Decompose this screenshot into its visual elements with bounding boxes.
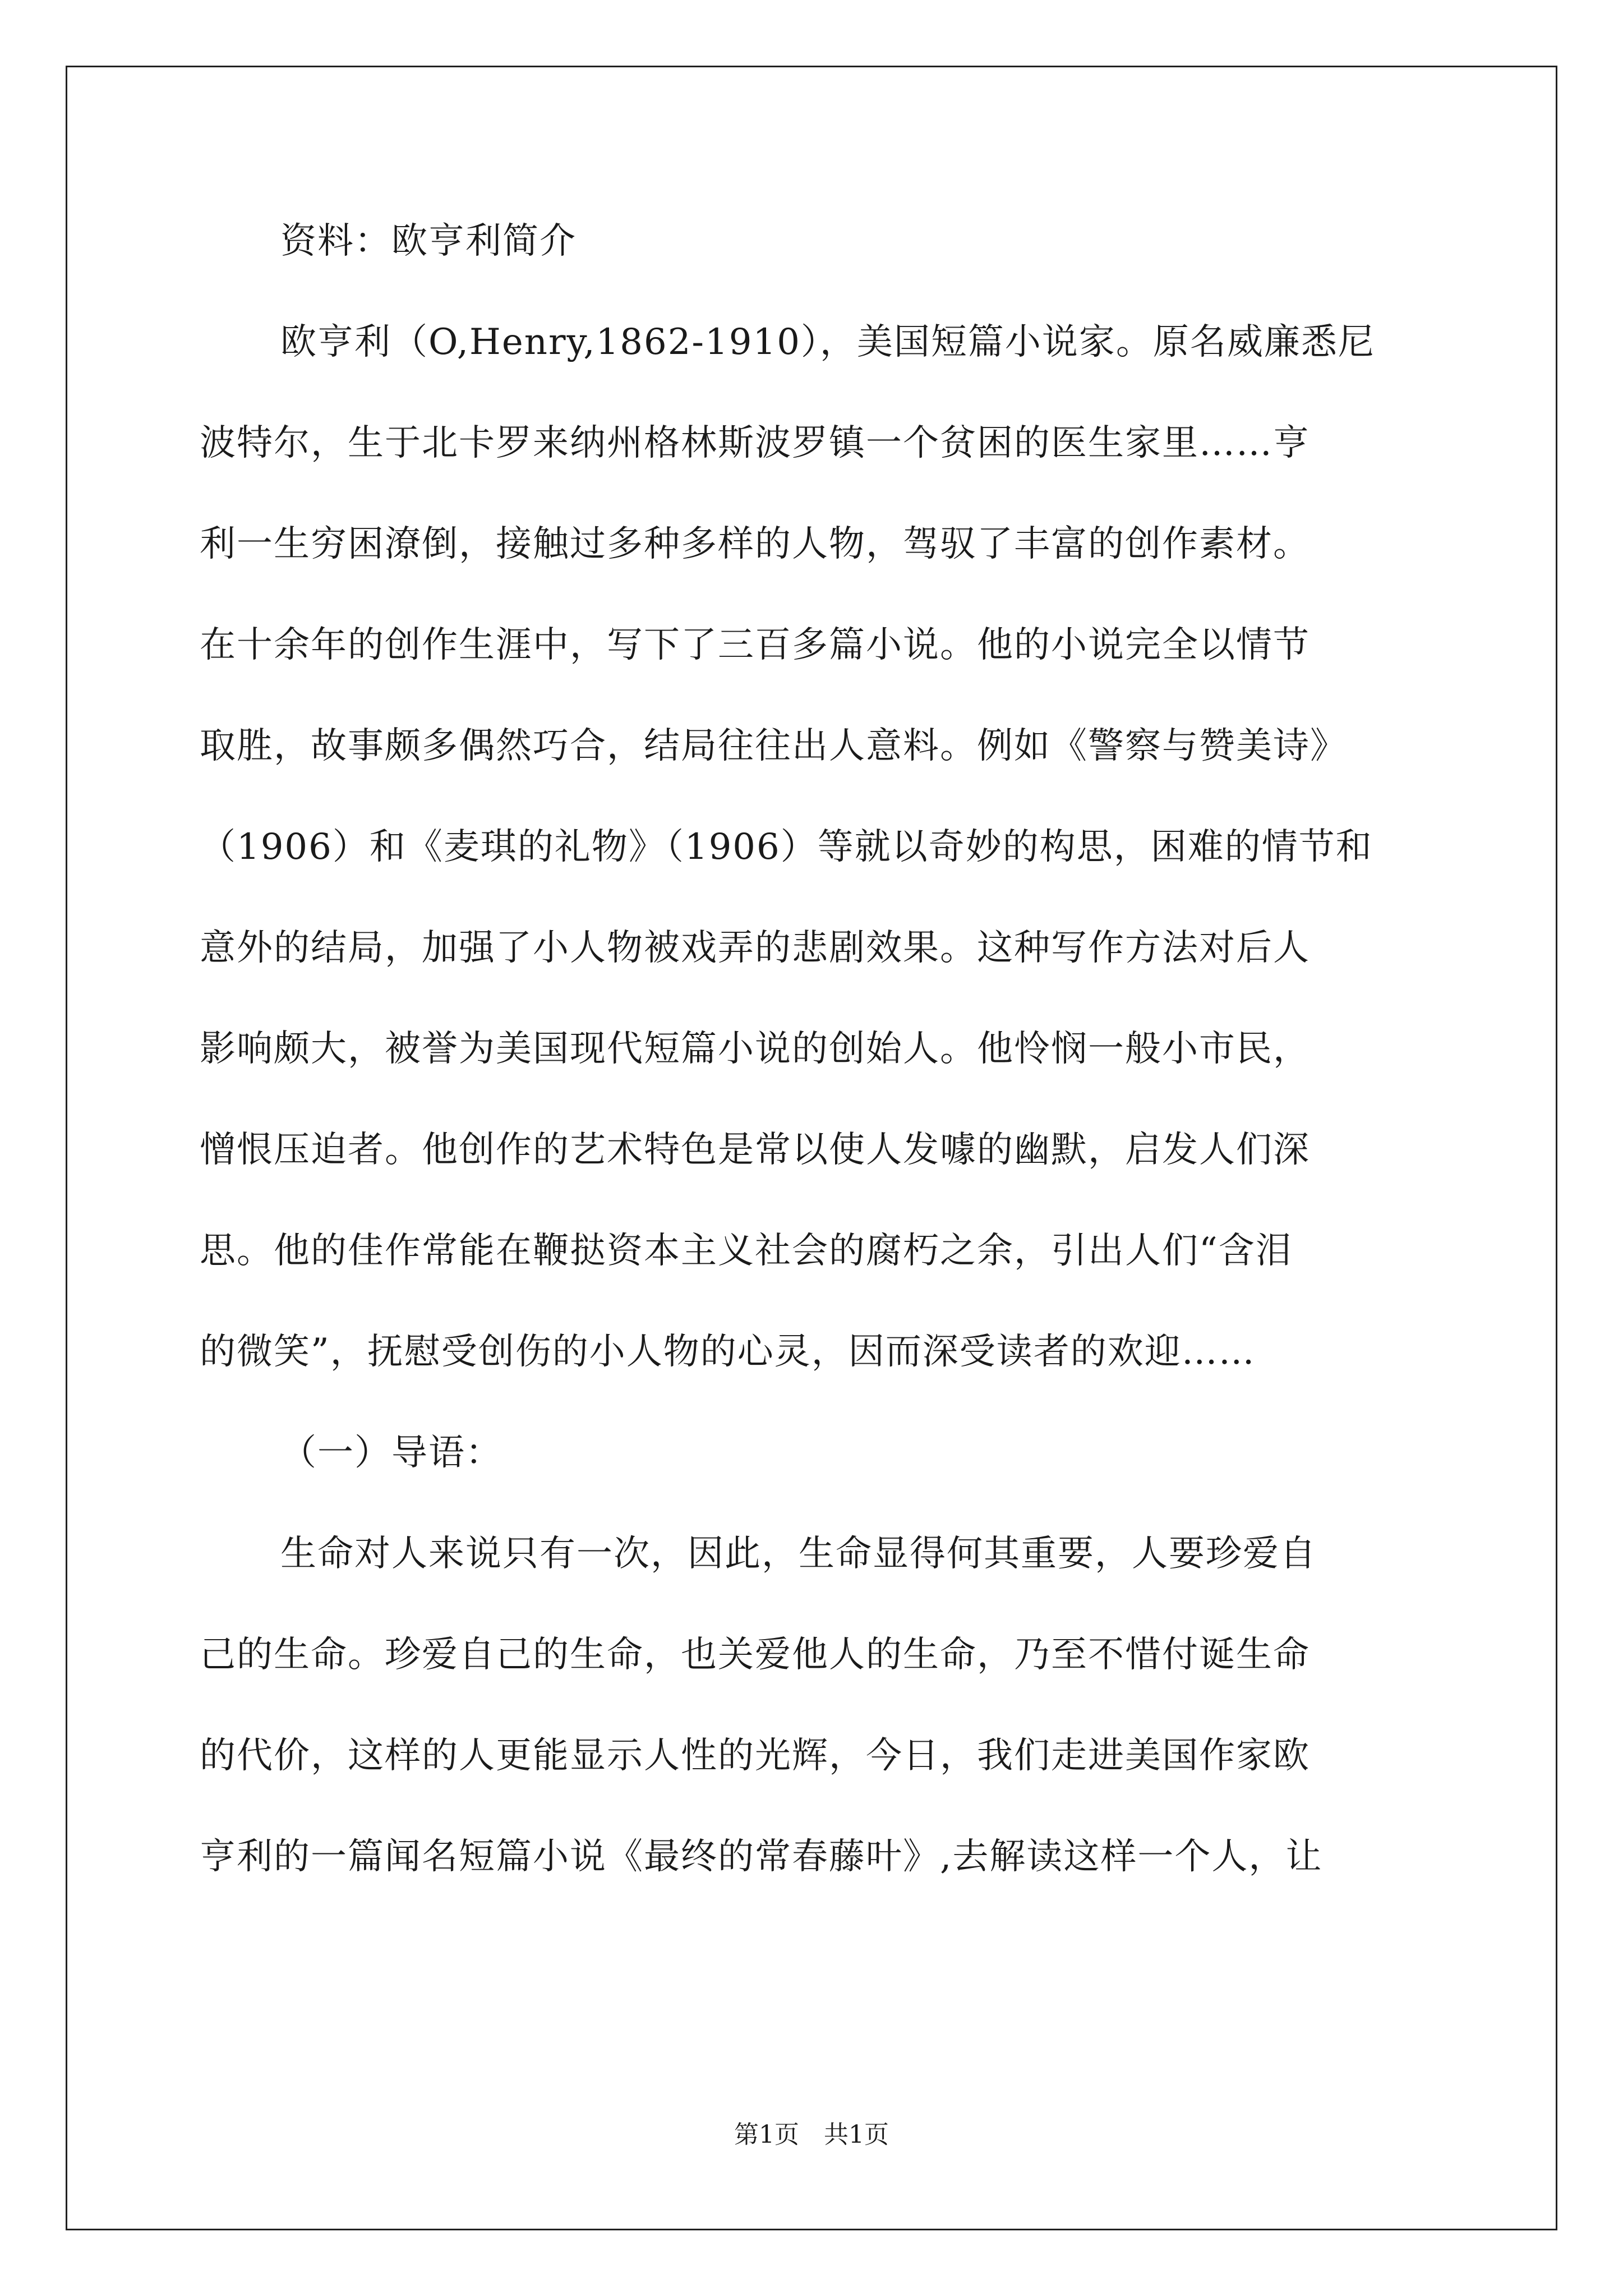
paragraph-line: 的微笑”，抚慰受创伤的小人物的心灵，因而深受读者的欢迎…… <box>200 1331 1256 1373</box>
document-heading: 资料：欧亨利简介 <box>280 220 577 262</box>
paragraph-line: 欧亨利（O,Henry,1862-1910），美国短篇小说家。原名威廉悉尼 <box>280 321 1375 363</box>
paragraph-line: 己的生命。珍爱自己的生命，也关爱他人的生命，乃至不惜付诞生命 <box>200 1634 1310 1676</box>
paragraph-line: 憎恨压迫者。他创作的艺术特色是常以使人发噱的幽默，启发人们深 <box>200 1129 1310 1171</box>
paragraph-line: 亨利的一篇闻名短篇小说《最终的常春藤叶》,去解读这样一个人，让 <box>200 1836 1323 1878</box>
page-number-footer: 第1页 共1页 <box>734 2120 889 2149</box>
paragraph-line: 在十余年的创作生涯中，写下了三百多篇小说。他的小说完全以情节 <box>200 624 1310 666</box>
paragraph-line: 思。他的佳作常能在鞭挞资本主义社会的腐朽之余，引出人们“含泪 <box>200 1230 1293 1272</box>
paragraph-line: 影响颇大，被誉为美国现代短篇小说的创始人。他怜悯一般小市民， <box>200 1028 1310 1070</box>
paragraph-line: 利一生穷困潦倒，接触过多种多样的人物，驾驭了丰富的创作素材。 <box>200 523 1310 565</box>
paragraph-line: 意外的结局，加强了小人物被戏弄的悲剧效果。这种写作方法对后人 <box>200 927 1310 969</box>
paragraph-line: 取胜，故事颇多偶然巧合，结局往往出人意料。例如《警察与赞美诗》 <box>200 725 1347 767</box>
paragraph-line: 波特尔，生于北卡罗来纳州格林斯波罗镇一个贫困的医生家里……亨 <box>200 422 1310 464</box>
paragraph-line: （1906）和《麦琪的礼物》（1906）等就以奇妙的构思，困难的情节和 <box>200 826 1373 868</box>
paragraph-line: 生命对人来说只有一次，因此，生命显得何其重要，人要珍爱自 <box>280 1533 1317 1575</box>
section-heading: （一）导语： <box>280 1432 502 1474</box>
paragraph-line: 的代价，这样的人更能显示人性的光辉，今日，我们走进美国作家欧 <box>200 1735 1310 1777</box>
